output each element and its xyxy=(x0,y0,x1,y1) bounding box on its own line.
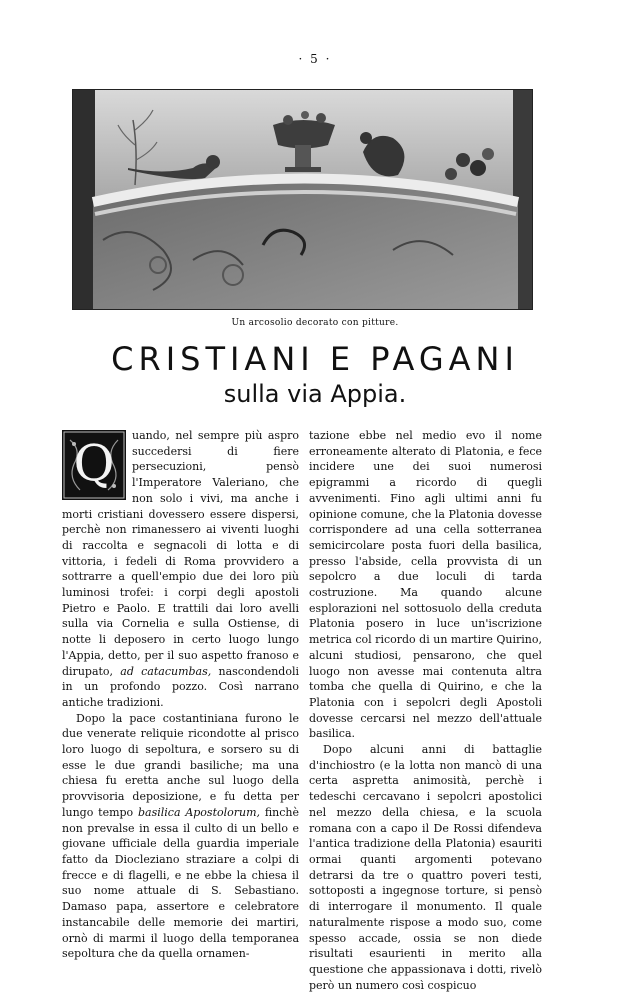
figure-caption: Un arcosolio decorato con pitture. xyxy=(231,318,399,328)
p1-text: uando, nel sempre più aspro succedersi di fiere persecuzioni, pensò l'Imperatore Valeriano, che non solo i vivi, ma anche i morti cristiani dovessero essere dispersi, perchè non rimanessero ai viventi luoghi di raccolta e segnacoli di lotta e di vittoria, i fedeli di Roma provvidero a sottrarre a quell'empio due dei loro più luminosi trofei: i corpi degli apostoli Pietro e Paolo. E trattili dai loro avelli sulla via Corneliа e sulla Ostiense, di notte li deposero in certo luogo lungo l'Appia, detto, per il suo aspetto franoso e dirupato, xyxy=(62,429,299,678)
article-title: CRISTIANI E PAGANI xyxy=(111,340,519,378)
left-column xyxy=(62,428,299,962)
fresco-illustration xyxy=(73,90,532,309)
right-column xyxy=(309,428,542,993)
decorated-initial xyxy=(62,430,126,500)
paragraph-1 xyxy=(62,428,299,711)
p2-start: Dopo la pace costantiniana furono le due venerate reliquie ricondotte al prisco loro luogo di sepoltura, e sorsero su di esse le due grandi basiliche; ma una chiesa fu eretta anche sul luogo della provvisoria deposizione, e fu detta per lungo tempo xyxy=(62,711,299,819)
p2-italic: basilica Apostolorum, xyxy=(138,805,261,819)
p2-end: finchè non prevalse in essa il culto di un bello e giovane ufficiale della guardia imperiale fatto da Diocleziano straziare a colpi di frecce e di flagelli, e ne ebbe la chiesa il suo nome attuale di S. Sebastiano. Damaso papa, assertore e celebratore instancabile delle memorie dei martiri, ornò di marmi il luogo della temporanea sepoltura che da quella ornamen- xyxy=(62,805,300,961)
p1-end: nascondendoli in un profondo pozzo. Così narrano antiche tradizioni. xyxy=(62,664,300,709)
paragraph-3: tazione ebbe nel medio evo il nome erroneamente alterato di Platonia, e fece incidere une dei suoi numerosi epigrammi a ricordo di quegli avvenimenti. Fino agli ultimi anni fu opinione comune, che la Platonia dovesse corrispondere ad una cella sotterranea semicircolare posta fuori della basilica, presso l'abside, cella provvista di un sepolcro a due loculi di tarda costruzione. Ma quando alcune esplorazioni nel sottosuolo della creduta Platonia posero in luce un'iscrizione metrica col ricordo di un martire Quirino, alcuni studiosi, pensarono, che quel luogo non avesse mai contenuta altra tomba che quella di Quirino, e che la Platonia con i sepolcri degli Apostoli dovesse cercarsi nel mezzo dell'attuale basilica. xyxy=(309,429,542,741)
paragraph-4: Dopo alcuni anni di battaglie d'inchiostro (e la lotta non mancò di una certa aspretta animosità, perchè i tedeschi cercavano i sepolcri apostolici nel mezzo della chiesa, e la scuola romana con a capo il De Rossi difendeva l'antica tradizione della Platonia) esauriti ormai quanti argomenti potevano detrarsi da tre o quattro poveri testi, sottoposti a ingegnose torture, si pensò di interrogare il monumento. Il quale naturalmente rispose a modo suo, come spesso accade, ossia se non diede risultati esaurienti in merito alla questione che appassionava i dotti, rivelò però un numero così cospicuo xyxy=(309,743,542,992)
article-subtitle: sulla via Appia. xyxy=(223,380,407,408)
paragraph-2 xyxy=(62,711,299,962)
p1-italic: ad catacumbas, xyxy=(120,664,212,678)
arcosolium-photograph xyxy=(72,89,533,310)
initial-letter: Q xyxy=(73,434,115,492)
page-number: · 5 · xyxy=(298,52,332,66)
